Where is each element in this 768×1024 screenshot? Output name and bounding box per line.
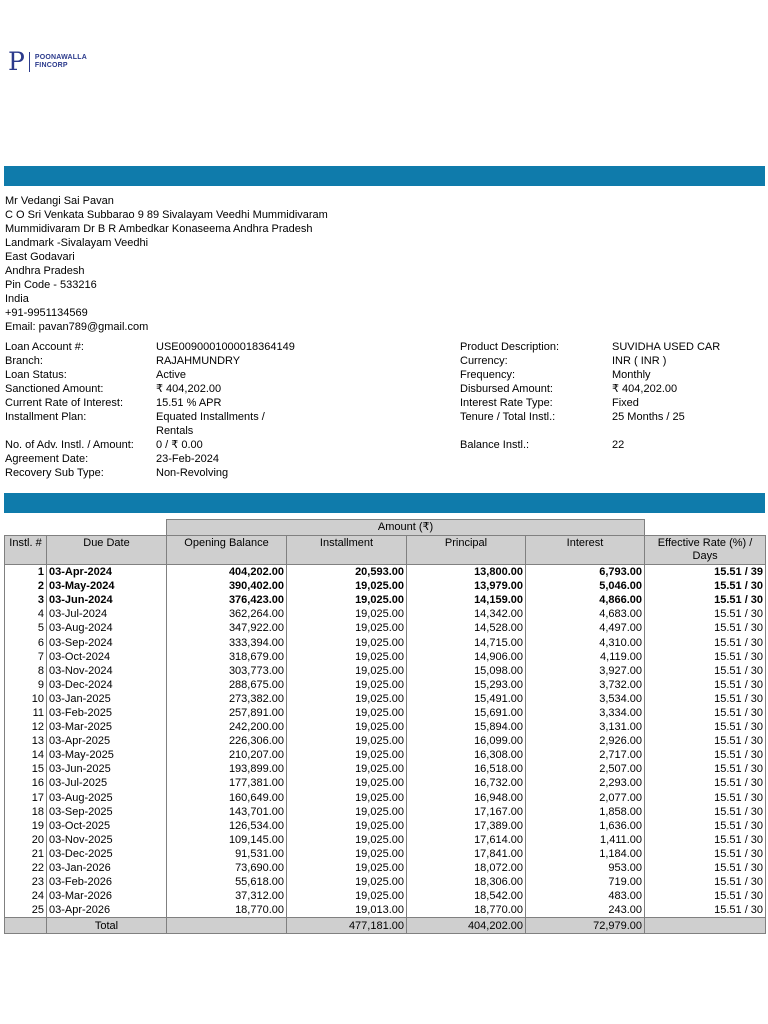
instl-number-cell: 5: [5, 621, 47, 635]
instl-number-cell: 11: [5, 706, 47, 720]
due-date-cell: 03-Mar-2026: [47, 889, 167, 903]
opening-balance-cell: 193,899.00: [167, 762, 287, 776]
instl-number-cell: 8: [5, 664, 47, 678]
opening-balance-cell: 273,382.00: [167, 692, 287, 706]
interest-cell: 1,858.00: [526, 805, 645, 819]
detail-value: Fixed: [612, 397, 639, 409]
address-line: +91-9951134569: [5, 307, 88, 319]
interest-cell: 2,717.00: [526, 748, 645, 762]
detail-row: [5, 396, 765, 410]
principal-cell: 16,948.00: [407, 791, 526, 805]
effective-rate-cell: 15.51 / 30: [645, 720, 766, 734]
schedule-row: [5, 776, 766, 790]
due-date-cell: 03-Apr-2024: [47, 565, 167, 580]
principal-cell: 17,167.00: [407, 805, 526, 819]
column-header-row: [5, 536, 766, 565]
instl-number-cell: 17: [5, 791, 47, 805]
due-date-cell: 03-Apr-2026: [47, 903, 167, 918]
header-spacer: [5, 520, 167, 536]
interest-cell: 2,293.00: [526, 776, 645, 790]
due-date-cell: 03-Aug-2025: [47, 791, 167, 805]
address-line: C O Sri Venkata Subbarao 9 89 Sivalayam Veedhi Mummidivaram: [5, 209, 328, 221]
effective-rate-cell: 15.51 / 30: [645, 706, 766, 720]
detail-value: 0 / ₹ 0.00: [156, 439, 203, 451]
detail-value: RAJAHMUNDRY: [156, 355, 241, 367]
interest-cell: 3,334.00: [526, 706, 645, 720]
opening-balance-cell: 126,534.00: [167, 819, 287, 833]
total-blank: [5, 918, 47, 934]
principal-cell: 15,491.00: [407, 692, 526, 706]
interest-cell: 2,507.00: [526, 762, 645, 776]
installment-cell: 19,025.00: [287, 664, 407, 678]
detail-label: Branch:: [5, 355, 43, 367]
opening-balance-cell: 18,770.00: [167, 903, 287, 918]
address-line: Mummidivaram Dr B R Ambedkar Konaseema Andhra Pradesh: [5, 223, 313, 235]
opening-balance-cell: 242,200.00: [167, 720, 287, 734]
detail-label: Loan Account #:: [5, 341, 84, 353]
instl-number-cell: 25: [5, 903, 47, 918]
opening-balance-cell: 390,402.00: [167, 579, 287, 593]
principal-cell: 14,342.00: [407, 607, 526, 621]
installment-cell: 19,025.00: [287, 847, 407, 861]
installment-cell: 19,025.00: [287, 861, 407, 875]
instl-number-cell: 13: [5, 734, 47, 748]
due-date-cell: 03-Jul-2024: [47, 607, 167, 621]
detail-row: [5, 340, 765, 354]
detail-label: No. of Adv. Instl. / Amount:: [5, 439, 134, 451]
schedule-row: [5, 607, 766, 621]
schedule-row: [5, 593, 766, 607]
effective-rate-cell: 15.51 / 30: [645, 791, 766, 805]
schedule-row: [5, 805, 766, 819]
interest-cell: 3,534.00: [526, 692, 645, 706]
company-logo: [8, 48, 87, 76]
installment-cell: 19,025.00: [287, 706, 407, 720]
effective-rate-cell: 15.51 / 30: [645, 819, 766, 833]
due-date-cell: 03-Aug-2024: [47, 621, 167, 635]
interest-cell: 483.00: [526, 889, 645, 903]
principal-cell: 18,306.00: [407, 875, 526, 889]
schedule-row: [5, 875, 766, 889]
interest-cell: 719.00: [526, 875, 645, 889]
instl-number-cell: 23: [5, 875, 47, 889]
interest-cell: 3,732.00: [526, 678, 645, 692]
address-line: Pin Code - 533216: [5, 279, 97, 291]
schedule-row: [5, 734, 766, 748]
detail-label: Product Description:: [460, 341, 560, 353]
due-date-cell: 03-Feb-2026: [47, 875, 167, 889]
due-date-cell: 03-Apr-2025: [47, 734, 167, 748]
effective-rate-cell: 15.51 / 30: [645, 692, 766, 706]
instl-number-cell: 19: [5, 819, 47, 833]
section-band-schedule: [4, 493, 765, 513]
amount-group-header: Amount (₹): [167, 520, 645, 536]
installment-cell: 19,025.00: [287, 875, 407, 889]
installment-cell: 19,025.00: [287, 889, 407, 903]
effective-rate-cell: 15.51 / 30: [645, 762, 766, 776]
opening-balance-cell: 55,618.00: [167, 875, 287, 889]
principal-cell: 17,389.00: [407, 819, 526, 833]
detail-value: ₹ 404,202.00: [612, 383, 678, 395]
installment-cell: 19,025.00: [287, 762, 407, 776]
installment-cell: 19,025.00: [287, 579, 407, 593]
principal-cell: 18,542.00: [407, 889, 526, 903]
principal-cell: 16,518.00: [407, 762, 526, 776]
interest-cell: 1,184.00: [526, 847, 645, 861]
effective-rate-cell: 15.51 / 30: [645, 650, 766, 664]
installment-cell: 19,025.00: [287, 635, 407, 649]
interest-cell: 3,927.00: [526, 664, 645, 678]
effective-rate-cell: 15.51 / 30: [645, 678, 766, 692]
due-date-cell: 03-Mar-2025: [47, 720, 167, 734]
installment-cell: 19,025.00: [287, 805, 407, 819]
total-interest: 72,979.00: [526, 918, 645, 934]
detail-label: Loan Status:: [5, 369, 67, 381]
instl-number-cell: 15: [5, 762, 47, 776]
installment-cell: 19,025.00: [287, 593, 407, 607]
interest-cell: 5,046.00: [526, 579, 645, 593]
instl-number-cell: 16: [5, 776, 47, 790]
principal-cell: 14,159.00: [407, 593, 526, 607]
effective-rate-cell: 15.51 / 39: [645, 565, 766, 580]
opening-balance-cell: 109,145.00: [167, 833, 287, 847]
principal-cell: 14,906.00: [407, 650, 526, 664]
address-line: Landmark -Sivalayam Veedhi: [5, 237, 149, 249]
address-line: Mr Vedangi Sai Pavan: [5, 195, 114, 207]
interest-cell: 2,926.00: [526, 734, 645, 748]
principal-cell: 17,614.00: [407, 833, 526, 847]
interest-cell: 4,310.00: [526, 635, 645, 649]
due-date-cell: 03-Nov-2024: [47, 664, 167, 678]
interest-cell: 6,793.00: [526, 565, 645, 580]
principal-cell: 18,770.00: [407, 903, 526, 918]
interest-cell: 4,497.00: [526, 621, 645, 635]
instl-number-cell: 6: [5, 635, 47, 649]
opening-balance-cell: 318,679.00: [167, 650, 287, 664]
logo-divider: [29, 52, 30, 72]
address-line: East Godavari: [5, 251, 75, 263]
opening-balance-cell: 333,394.00: [167, 635, 287, 649]
address-line: Email: pavan789@gmail.com: [5, 321, 149, 333]
opening-balance-cell: 143,701.00: [167, 805, 287, 819]
principal-cell: 17,841.00: [407, 847, 526, 861]
due-date-cell: 03-Feb-2025: [47, 706, 167, 720]
interest-cell: 4,683.00: [526, 607, 645, 621]
effective-rate-cell: 15.51 / 30: [645, 889, 766, 903]
principal-cell: 15,098.00: [407, 664, 526, 678]
header-spacer: [645, 520, 766, 536]
opening-balance-cell: 362,264.00: [167, 607, 287, 621]
detail-value: USE0090001000018364149: [156, 341, 295, 353]
due-date-cell: 03-May-2024: [47, 579, 167, 593]
schedule-row: [5, 565, 766, 580]
instl-number-cell: 14: [5, 748, 47, 762]
repayment-schedule-table: [4, 519, 766, 934]
instl-number-cell: 4: [5, 607, 47, 621]
effective-rate-cell: 15.51 / 30: [645, 664, 766, 678]
column-header: Due Date: [47, 536, 167, 565]
principal-cell: 16,732.00: [407, 776, 526, 790]
instl-number-cell: 10: [5, 692, 47, 706]
schedule-row: [5, 903, 766, 918]
due-date-cell: 03-Nov-2025: [47, 833, 167, 847]
detail-value: 25 Months / 25: [612, 411, 685, 423]
opening-balance-cell: 160,649.00: [167, 791, 287, 805]
detail-label: Tenure / Total Instl.:: [460, 411, 556, 423]
due-date-cell: 03-Oct-2024: [47, 650, 167, 664]
detail-row: [5, 452, 765, 466]
schedule-row: [5, 720, 766, 734]
opening-balance-cell: 288,675.00: [167, 678, 287, 692]
detail-label: Balance Instl.:: [460, 439, 530, 451]
instl-number-cell: 7: [5, 650, 47, 664]
schedule-row: [5, 819, 766, 833]
due-date-cell: 03-Oct-2025: [47, 819, 167, 833]
total-principal: 404,202.00: [407, 918, 526, 934]
installment-cell: 19,025.00: [287, 819, 407, 833]
logo-line-2: FINCORP: [34, 62, 68, 69]
interest-cell: 3,131.00: [526, 720, 645, 734]
total-label: Total: [47, 918, 167, 934]
effective-rate-cell: 15.51 / 30: [645, 875, 766, 889]
installment-cell: 19,025.00: [287, 607, 407, 621]
detail-label: Interest Rate Type:: [460, 397, 553, 409]
schedule-row: [5, 635, 766, 649]
principal-cell: 14,528.00: [407, 621, 526, 635]
column-header: Interest: [526, 536, 645, 565]
instl-number-cell: 12: [5, 720, 47, 734]
detail-row: [5, 354, 765, 368]
installment-cell: 19,025.00: [287, 650, 407, 664]
column-header: Opening Balance: [167, 536, 287, 565]
total-blank: [167, 918, 287, 934]
detail-row: [5, 438, 765, 452]
instl-number-cell: 18: [5, 805, 47, 819]
installment-cell: 19,025.00: [287, 748, 407, 762]
logo-line-1: POONAWALLA: [34, 54, 87, 61]
effective-rate-cell: 15.51 / 30: [645, 734, 766, 748]
detail-value: SUVIDHA USED CAR: [612, 341, 721, 353]
schedule-row: [5, 889, 766, 903]
principal-cell: 15,691.00: [407, 706, 526, 720]
schedule-row: [5, 579, 766, 593]
principal-cell: 18,072.00: [407, 861, 526, 875]
due-date-cell: 03-Sep-2024: [47, 635, 167, 649]
effective-rate-cell: 15.51 / 30: [645, 607, 766, 621]
total-row: [5, 918, 766, 934]
opening-balance-cell: 404,202.00: [167, 565, 287, 580]
detail-label: Currency:: [460, 355, 508, 367]
detail-label: Current Rate of Interest:: [5, 397, 123, 409]
schedule-row: [5, 762, 766, 776]
instl-number-cell: 3: [5, 593, 47, 607]
installment-cell: 19,025.00: [287, 678, 407, 692]
principal-cell: 15,293.00: [407, 678, 526, 692]
detail-label: Agreement Date:: [5, 453, 89, 465]
detail-label: Disbursed Amount:: [460, 383, 553, 395]
detail-row: [5, 466, 765, 480]
interest-cell: 2,077.00: [526, 791, 645, 805]
opening-balance-cell: 177,381.00: [167, 776, 287, 790]
opening-balance-cell: 91,531.00: [167, 847, 287, 861]
effective-rate-cell: 15.51 / 30: [645, 593, 766, 607]
schedule-row: [5, 692, 766, 706]
detail-row: [5, 368, 765, 382]
instl-number-cell: 24: [5, 889, 47, 903]
column-header: Instl. #: [5, 536, 47, 565]
schedule-row: [5, 861, 766, 875]
principal-cell: 15,894.00: [407, 720, 526, 734]
effective-rate-cell: 15.51 / 30: [645, 847, 766, 861]
instl-number-cell: 9: [5, 678, 47, 692]
schedule-row: [5, 664, 766, 678]
column-header: Effective Rate (%) / Days: [645, 536, 766, 565]
installment-cell: 19,025.00: [287, 692, 407, 706]
principal-cell: 13,800.00: [407, 565, 526, 580]
schedule-row: [5, 791, 766, 805]
instl-number-cell: 20: [5, 833, 47, 847]
interest-cell: 243.00: [526, 903, 645, 918]
installment-cell: 19,025.00: [287, 791, 407, 805]
loan-details-block: [5, 340, 765, 480]
opening-balance-cell: 257,891.00: [167, 706, 287, 720]
effective-rate-cell: 15.51 / 30: [645, 579, 766, 593]
instl-number-cell: 1: [5, 565, 47, 580]
column-header: Installment: [287, 536, 407, 565]
schedule-row: [5, 833, 766, 847]
effective-rate-cell: 15.51 / 30: [645, 635, 766, 649]
due-date-cell: 03-Jun-2024: [47, 593, 167, 607]
instl-number-cell: 2: [5, 579, 47, 593]
detail-value: Equated Installments / Rentals: [156, 411, 265, 437]
opening-balance-cell: 210,207.00: [167, 748, 287, 762]
due-date-cell: 03-Jun-2025: [47, 762, 167, 776]
installment-cell: 19,013.00: [287, 903, 407, 918]
logo-wordmark: [35, 54, 87, 70]
due-date-cell: 03-May-2025: [47, 748, 167, 762]
logo-mark: P: [8, 47, 25, 76]
due-date-cell: 03-Jan-2026: [47, 861, 167, 875]
effective-rate-cell: 15.51 / 30: [645, 748, 766, 762]
detail-value: ₹ 404,202.00: [156, 383, 222, 395]
detail-row: [5, 382, 765, 396]
due-date-cell: 03-Sep-2025: [47, 805, 167, 819]
interest-cell: 4,866.00: [526, 593, 645, 607]
detail-value: 22: [612, 439, 625, 451]
principal-cell: 13,979.00: [407, 579, 526, 593]
detail-row: [5, 410, 765, 438]
interest-cell: 1,411.00: [526, 833, 645, 847]
interest-cell: 4,119.00: [526, 650, 645, 664]
effective-rate-cell: 15.51 / 30: [645, 621, 766, 635]
interest-cell: 1,636.00: [526, 819, 645, 833]
opening-balance-cell: 226,306.00: [167, 734, 287, 748]
effective-rate-cell: 15.51 / 30: [645, 833, 766, 847]
installment-cell: 19,025.00: [287, 833, 407, 847]
detail-label: Installment Plan:: [5, 411, 87, 423]
opening-balance-cell: 376,423.00: [167, 593, 287, 607]
section-band-customer: [4, 166, 765, 186]
total-blank: [645, 918, 766, 934]
schedule-row: [5, 678, 766, 692]
detail-label: Sanctioned Amount:: [5, 383, 104, 395]
due-date-cell: 03-Dec-2025: [47, 847, 167, 861]
customer-address-block: [5, 194, 328, 334]
due-date-cell: 03-Jul-2025: [47, 776, 167, 790]
installment-cell: 19,025.00: [287, 621, 407, 635]
column-header: Principal: [407, 536, 526, 565]
effective-rate-cell: 15.51 / 30: [645, 903, 766, 918]
detail-value: 15.51 % APR: [156, 397, 222, 409]
schedule-row: [5, 706, 766, 720]
detail-value: Active: [156, 369, 186, 381]
address-line: Andhra Pradesh: [5, 265, 85, 277]
installment-cell: 19,025.00: [287, 720, 407, 734]
opening-balance-cell: 303,773.00: [167, 664, 287, 678]
installment-cell: 19,025.00: [287, 734, 407, 748]
detail-value: Non-Revolving: [156, 467, 229, 479]
schedule-row: [5, 748, 766, 762]
principal-cell: 16,099.00: [407, 734, 526, 748]
schedule-row: [5, 621, 766, 635]
installment-cell: 20,593.00: [287, 565, 407, 580]
effective-rate-cell: 15.51 / 30: [645, 805, 766, 819]
principal-cell: 14,715.00: [407, 635, 526, 649]
instl-number-cell: 22: [5, 861, 47, 875]
detail-label: Frequency:: [460, 369, 516, 381]
detail-label: Recovery Sub Type:: [5, 467, 104, 479]
detail-value: INR ( INR ): [612, 355, 667, 367]
schedule-row: [5, 847, 766, 861]
due-date-cell: 03-Dec-2024: [47, 678, 167, 692]
address-line: India: [5, 293, 29, 305]
opening-balance-cell: 347,922.00: [167, 621, 287, 635]
detail-value: 23-Feb-2024: [156, 453, 219, 465]
interest-cell: 953.00: [526, 861, 645, 875]
due-date-cell: 03-Jan-2025: [47, 692, 167, 706]
opening-balance-cell: 37,312.00: [167, 889, 287, 903]
effective-rate-cell: 15.51 / 30: [645, 776, 766, 790]
opening-balance-cell: 73,690.00: [167, 861, 287, 875]
effective-rate-cell: 15.51 / 30: [645, 861, 766, 875]
principal-cell: 16,308.00: [407, 748, 526, 762]
installment-cell: 19,025.00: [287, 776, 407, 790]
instl-number-cell: 21: [5, 847, 47, 861]
schedule-row: [5, 650, 766, 664]
total-installment: 477,181.00: [287, 918, 407, 934]
detail-value: Monthly: [612, 369, 651, 381]
